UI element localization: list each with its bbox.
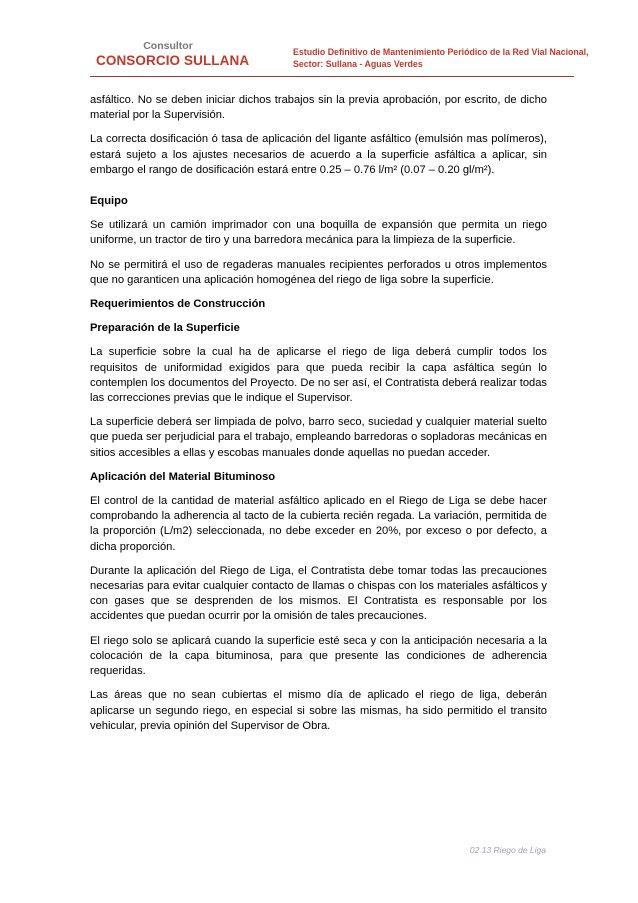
header-divider [90,76,574,77]
paragraph: Durante la aplicación del Riego de Liga, el Contratista debe tomar todas las precauciones necesarias para evitar cualquier contacto de llamas o chispas con los materiales asfálticos y con gases que se desprenden de los mismos. El Contratista es responsable por los accidentes que puedan ocurrir por la omisión de tales precauciones. [90,564,547,623]
section-heading-requerimientos: Requerimientos de Construcción [90,298,266,311]
section-heading-preparacion: Preparación de la Superficie [90,322,240,335]
section-heading-aplicacion: Aplicación del Material Bituminoso [90,470,276,483]
paragraph: Se utilizará un camión imprimador con una boquilla de expansión que permita un riego uniforme, un tractor de tiro y una barredora mecánica para la limpieza de la superficie. [90,219,547,247]
footer-section-ref: 02.13 Riego de Liga [469,845,546,855]
document-body [90,93,547,743]
company-name: CONSORCIO SULLANA [96,53,250,68]
paragraph: La superficie sobre la cual ha de aplicarse el riego de liga deberá cumplir todos los requisitos de uniformidad exigidos para que pueda recibir la capa asfáltica según lo contemplen los documentos del Proyecto. De no ser así, el Contratista deberá realizar todas las correcciones previas que le indique el Supervisor. [90,346,547,405]
header-logo [96,40,250,69]
paragraph: La superficie deberá ser limpiada de polvo, barro seco, suciedad y cualquier material suelto que pueda ser perjudicial para el trabajo, empleando barredoras o sopladoras mecánicas en sitios accesibles a ellas y escobas manuales donde aquellas no puedan acceder. [90,416,547,459]
study-title: Estudio Definitivo de Mantenimiento Periódico de la Red Vial Nacional, Sector: Sullana - Aguas Verdes [293,47,589,69]
section-heading-equipo: Equipo [90,195,128,208]
paragraph: La correcta dosificación ó tasa de aplicación del ligante asfáltico (emulsión mas polímeros), estará sujeto a los ajustes necesarios de acuerdo a la superficie asfáltica a aplicar, sin embargo el rango de dosificación estará entre 0.25 – 0.76 l/m² (0.07 – 0.20 gl/m²). [90,133,547,176]
consultor-label: Consultor [143,40,193,52]
paragraph: El control de la cantidad de material asfáltico aplicado en el Riego de Liga se debe hacer comprobando la adherencia al tacto de la cubierta recién regada. La variación, permitida de la proporción (L/m2) seleccionada, no debe exceder en 20%, por exceso o por defecto, a dicha proporción. [90,495,547,553]
paragraph: asfáltico. No se deben iniciar dichos trabajos sin la previa aprobación, por escrito, de dicho material por la Supervisión. [90,94,547,122]
paragraph: Las áreas que no sean cubiertas el mismo día de aplicado el riego de liga, deberán aplicarse un segundo riego, en especial si sobre las mismas, ha sido permitido el transito vehicular, previa opinión del Supervisor de Obra. [90,689,547,732]
paragraph: El riego solo se aplicará cuando la superficie esté seca y con la anticipación necesaria a la colocación de la capa bituminosa, para que presente las condiciones de adherencia requeridas. [90,634,547,678]
paragraph: No se permitirá el uso de regaderas manuales recipientes perforados u otros implementos que no garanticen una aplicación homogénea del riego de liga sobre la superficie. [90,258,547,286]
